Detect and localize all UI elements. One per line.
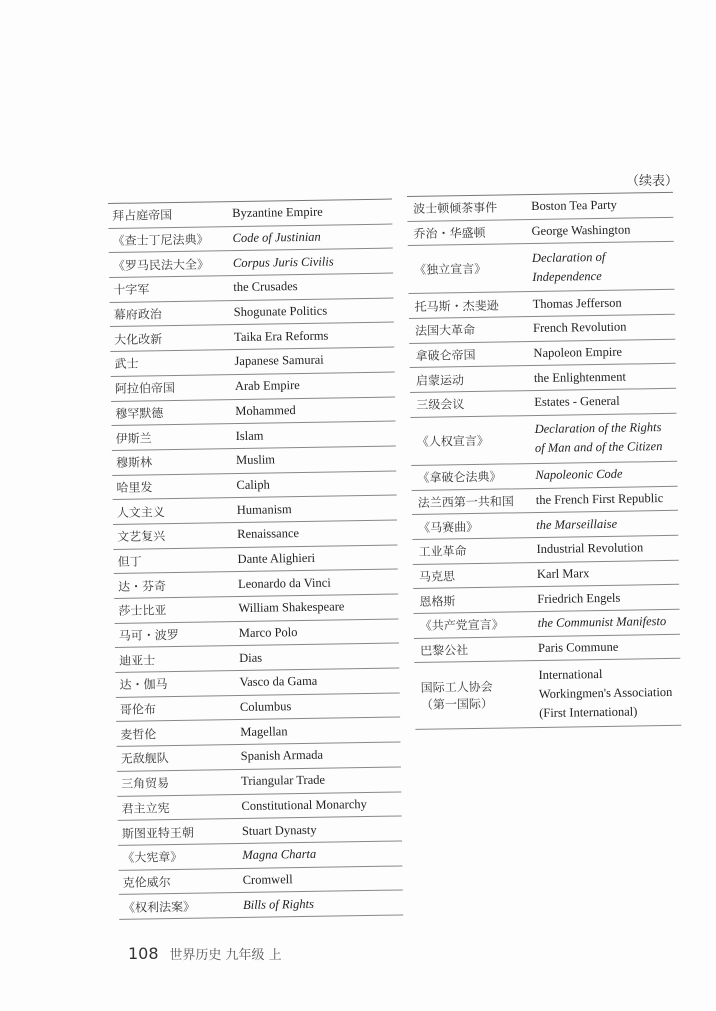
chinese-term: 莎士比亚 (118, 603, 167, 619)
english-term (232, 228, 320, 248)
english-term (236, 426, 264, 445)
english-term-line: Dias (239, 650, 263, 665)
english-term (240, 722, 288, 742)
english-term-line: George Washington (531, 222, 631, 239)
chinese-term: 启蒙运动 (415, 372, 465, 388)
english-term (234, 351, 323, 371)
english-term-line: Magellan (240, 724, 288, 739)
english-term-line: Paris Commune (538, 639, 619, 655)
chinese-term: 《独立宣言》 (414, 262, 487, 278)
chinese-term: 无敌舰队 (120, 751, 169, 767)
english-term-line: the French First Republic (535, 490, 664, 507)
chinese-term: 恩格斯 (419, 593, 456, 609)
english-term-line: Shogunate Politics (233, 303, 328, 320)
english-term (234, 302, 328, 322)
chinese-term: 哈里发 (116, 480, 153, 495)
english-term-line: Marco Polo (238, 625, 298, 641)
chinese-term: 托马斯・杰斐逊 (414, 298, 499, 314)
english-term-line: Triangular Trade (240, 772, 326, 789)
chinese-term: 达・伽马 (119, 677, 168, 693)
english-term (238, 598, 344, 619)
english-term (238, 573, 331, 593)
english-term-line: the Enlightenment (533, 369, 626, 385)
english-term-line: (First International) (539, 704, 638, 720)
english-term-line: Leonardo da Vinci (237, 575, 331, 591)
chinese-term: 《权利法案》 (122, 899, 196, 915)
english-term-line: Constitutional Monarchy (241, 796, 367, 813)
english-term-line: Spanish Armada (240, 748, 324, 764)
english-term-line: Columbus (239, 699, 292, 715)
chinese-term: 拿破仑帝国 (415, 348, 476, 363)
page-number: 108 (128, 944, 159, 963)
chinese-term: 波士顿倾茶事件 (413, 200, 498, 217)
chinese-term: 《共产党宣言》 (419, 617, 504, 634)
english-term (232, 203, 323, 223)
chinese-term: 斯图亚特王朝 (121, 825, 195, 841)
chinese-term: 大化改新 (114, 331, 163, 347)
english-term-line: William Shakespeare (238, 599, 345, 616)
english-term (533, 318, 627, 338)
english-term (241, 795, 367, 816)
english-term-line: of Man and of the Citizen (534, 439, 663, 456)
english-term (241, 746, 324, 766)
glossary-table-left (108, 199, 403, 920)
chinese-term: 拜占庭帝国 (112, 208, 173, 224)
english-term-line: French Revolution (532, 319, 627, 336)
english-term-line: Friedrich Engels (537, 590, 621, 606)
english-term-line: Boston Tea Party (531, 198, 617, 214)
english-term-line: Cromwell (242, 872, 293, 887)
english-term (538, 612, 667, 633)
english-term-line: Corpus Juris Civilis (232, 254, 334, 270)
english-term (536, 514, 617, 534)
english-term-line: the Communist Manifesto (537, 614, 667, 631)
english-term (243, 894, 314, 914)
chinese-term: 马可・波罗 (118, 627, 179, 643)
chinese-term: 《大宪章》 (122, 850, 183, 866)
chinese-term: 马克思 (418, 569, 456, 584)
english-term (534, 367, 626, 387)
chinese-term: 阿拉伯帝国 (114, 381, 176, 397)
english-term (239, 672, 317, 692)
chinese-term: 穆斯林 (115, 455, 153, 471)
chinese-term: 《拿破仑法典》 (417, 469, 502, 486)
english-term (233, 252, 334, 273)
chinese-term: 哥伦布 (119, 702, 157, 717)
english-term-line: Islam (235, 428, 264, 443)
english-term-line: Declaration of (531, 249, 606, 265)
english-term-line: Renaissance (237, 526, 300, 542)
english-term-line: Humanism (236, 501, 292, 517)
english-term-line: Vasco da Gama (239, 674, 318, 690)
english-term (237, 500, 292, 520)
english-term (537, 588, 620, 608)
english-term-line: Napoleon Empire (533, 344, 623, 361)
table-row (119, 891, 403, 920)
chinese-term: 但丁 (117, 554, 142, 569)
english-term (532, 248, 606, 287)
chinese-term: 君主立宪 (121, 800, 170, 816)
english-term (233, 277, 298, 297)
english-term-line: Bills of Rights (242, 896, 314, 912)
chinese-term: 乔治・华盛顿 (413, 225, 486, 241)
chinese-term: 伊斯兰 (115, 430, 152, 446)
chinese-term: 幕府政治 (113, 307, 162, 323)
english-term-line: Declaration of the Rights (534, 420, 662, 437)
english-term-line: Byzantine Empire (232, 204, 323, 221)
english-term-line: Japanese Samurai (234, 353, 324, 369)
english-term (241, 771, 325, 791)
english-term (533, 343, 622, 363)
english-term (240, 697, 292, 717)
english-term (537, 564, 590, 584)
english-term (533, 293, 622, 313)
english-term-line: Mohammed (235, 402, 296, 418)
chinese-term: 穆罕默德 (115, 406, 164, 421)
english-term (239, 648, 262, 667)
table-row (410, 414, 677, 466)
english-term-line: Estates - General (534, 394, 620, 410)
english-term-line: Napoleonic Code (535, 466, 623, 483)
english-term (237, 524, 299, 544)
english-term-line: Workingmen's Association (538, 684, 673, 701)
chinese-term: 迪亚士 (119, 653, 156, 668)
chinese-term: 达・芬奇 (117, 578, 167, 594)
english-term (243, 870, 293, 890)
english-term (535, 418, 663, 458)
english-term (239, 623, 298, 643)
chinese-term: 麦哲伦 (120, 727, 157, 742)
table-row (408, 242, 675, 294)
chinese-term: 人文主义 (116, 504, 165, 520)
english-term-line: Karl Marx (536, 566, 590, 581)
english-term (235, 376, 300, 396)
english-term (242, 845, 316, 865)
chinese-term: 法国大革命 (415, 323, 476, 339)
chinese-term: 《查士丁尼法典》 (112, 232, 209, 248)
table-row (414, 659, 681, 730)
page-footer (128, 944, 282, 963)
english-term-line: Magna Charta (242, 847, 317, 863)
english-term-line: Caliph (236, 477, 270, 492)
english-term-line: International (538, 666, 603, 682)
chinese-term: 国际工人协会 （第一国际） (420, 680, 494, 713)
english-term-line: Arab Empire (234, 378, 300, 394)
english-term (535, 465, 622, 485)
english-term-line: Muslim (235, 452, 276, 468)
english-term (242, 820, 317, 840)
glossary-table-right (407, 192, 681, 730)
english-term (531, 196, 617, 216)
english-term-line: Taika Era Reforms (234, 328, 329, 344)
chinese-term: 工业革命 (418, 544, 467, 560)
english-term-line: Dante Alighieri (237, 550, 316, 566)
chinese-term: 三级会议 (416, 397, 465, 413)
book-title: 世界历史 九年级 上 (169, 948, 282, 963)
english-term-line: Thomas Jefferson (532, 295, 622, 311)
english-term (536, 489, 664, 510)
chinese-term: 文艺复兴 (117, 529, 166, 545)
english-term-line: Industrial Revolution (536, 540, 644, 557)
english-term (538, 664, 672, 723)
chinese-term: 《马赛曲》 (418, 519, 479, 535)
chinese-term: 《人权宣言》 (416, 433, 489, 449)
english-term (235, 401, 296, 421)
english-term-line: the Crusades (233, 279, 298, 295)
chinese-term: 巴黎公社 (420, 643, 469, 658)
english-term (234, 326, 329, 346)
english-term-line: the Marseillaise (536, 516, 618, 532)
english-term (237, 549, 315, 569)
chinese-term: 十字军 (113, 282, 150, 298)
chinese-term: 克伦威尔 (122, 875, 171, 890)
english-term (536, 539, 643, 560)
english-term (236, 451, 275, 471)
chinese-term: 三角贸易 (121, 776, 170, 792)
english-term (236, 475, 270, 495)
english-term (538, 638, 619, 658)
chinese-term: 武士 (114, 357, 139, 372)
chinese-term: 法兰西第一共和国 (417, 494, 514, 510)
continued-table-label: （续表） (626, 174, 679, 189)
english-term (534, 392, 620, 412)
chinese-term: 《罗马民法大全》 (112, 257, 210, 273)
english-term-line: Independence (532, 268, 602, 284)
english-term-line: Code of Justinian (232, 229, 321, 246)
english-term (531, 221, 630, 242)
english-term-line: Stuart Dynasty (241, 822, 317, 838)
